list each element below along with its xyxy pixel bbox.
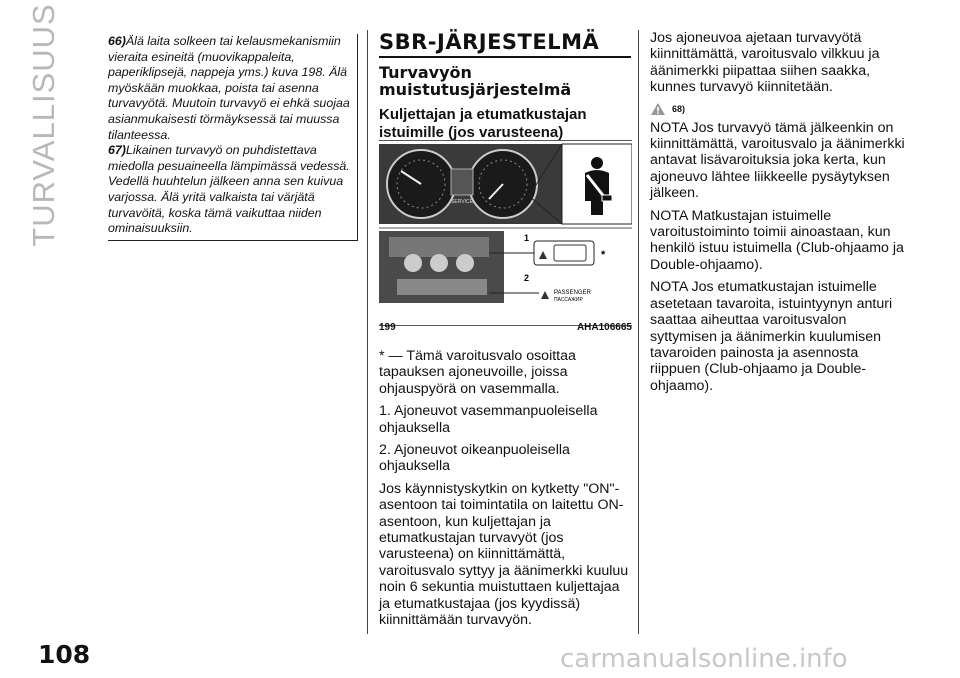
column-3-body bbox=[650, 30, 912, 400]
section-subtitle: Turvavyön muistutusjärjestelmä bbox=[379, 63, 572, 99]
callout-star: * bbox=[601, 249, 606, 261]
column-divider bbox=[638, 30, 639, 634]
warning-66 bbox=[108, 34, 357, 143]
section-title: SBR-JÄRJESTELMÄ bbox=[379, 30, 600, 54]
warning-reference bbox=[650, 102, 912, 116]
warning-text: Likainen turvavyö on puhdistettava miedolla pesuaineella lämpimässä vedessä. Vedellä huuhtelun jälkeen anna sen kuivua varjossa. Älä yritä valkaista tai värjätä turvavöitä, koska tämä vaikuttaa niiden ominaisuuksiin. bbox=[108, 143, 350, 236]
paragraph: 1. Ajoneuvot vasemmanpuoleisella ohjauksella bbox=[379, 403, 598, 436]
column-divider bbox=[367, 30, 368, 634]
note-paragraph: NOTA Jos etumatkustajan istuimelle asetetaan tavaroita, istuintyynyn anturi saattaa aiheuttaa varoitusvalon syttymisen ja äänimerkin kuulumisen tavaroiden painosta ja asennosta riippuen (Club-ohjaamo ja Double-ohjaamo). bbox=[650, 279, 893, 394]
section-heading: Kuljettajan ja etumatkustajan istuimille (jos varusteena) bbox=[379, 106, 587, 141]
warning-reference-number: 68) bbox=[672, 103, 686, 114]
section-header bbox=[379, 30, 631, 142]
warning-text: Älä laita solkeen tai kelausmekanismiin vieraita esineitä (muovikappaleita, paperiklipsejä, nappeja yms.) kuva 198. Älä myöskään muokkaa, poista tai asenna turvavyötä. Muutoin turvavyö ei ehkä suojaa asianmukaisesti törmäyksessä tai muussa tilanteessa. bbox=[108, 34, 350, 142]
gauge-text: SERVICE bbox=[451, 199, 473, 205]
paragraph: * — Tämä varoitusvalo osoittaa tapauksen ajoneuvoille, joissa ohjauspyörä on vasemmalla. bbox=[379, 348, 576, 397]
passenger-label-en: PASSENGER bbox=[554, 290, 591, 296]
note-paragraph: NOTA Jos turvavyö tämä jälkeenkin on kiinnittämättä, varoitusvalo ja äänimerkki antavat lisävaroituksia joka kerta, kun ajoneuvo lähtee liikkeelle pysäytyksen jälkeen. bbox=[650, 119, 905, 202]
section-rule bbox=[379, 56, 631, 58]
callout-1: 1 bbox=[524, 233, 530, 243]
side-tab bbox=[14, 3, 74, 247]
warning-triangle-icon bbox=[650, 102, 666, 116]
figure-code: AHA106665 bbox=[576, 322, 632, 333]
passenger-indicator-icon bbox=[541, 291, 549, 299]
figure-199 bbox=[379, 140, 632, 333]
callout-2: 2 bbox=[524, 273, 530, 283]
warning-box bbox=[108, 34, 358, 241]
passenger-label-ru: ПАССАЖИР bbox=[554, 297, 583, 303]
watermark: carmanualsonline.info bbox=[560, 644, 848, 674]
paragraph: Jos ajoneuvoa ajetaan turvavyötä kiinnittämättä, varoitusvalo vilkkuu ja äänimerkki piipattaa siihen saakka, kunnes turvavyö kiinnitetään. bbox=[650, 30, 880, 96]
column-2-body bbox=[379, 348, 631, 635]
figure-number: 199 bbox=[379, 322, 396, 333]
warning-number: 66) bbox=[108, 34, 126, 48]
figure-illustration bbox=[379, 141, 632, 309]
warning-67 bbox=[108, 143, 357, 237]
warning-number: 67) bbox=[108, 143, 126, 158]
paragraph: Jos käynnistyskytkin on kytketty "ON"-asentoon tai toimintatila on laitettu ON-asentoon, kun kuljettajan ja etumatkustajan turvavyöt (jos varusteena) on kiinnittämättä, varoitusvalo syttyy ja äänimerkki kuuluu noin 6 sekuntia muistuttaen kuljettajaa ja etumatkustajaa (jos kyydissä) kiinnittämään turvavyön. bbox=[379, 480, 629, 629]
note-paragraph: NOTA Matkustajan istuimelle varoitustoiminto toimii ainoastaan, kun henkilö istuu istuimella (Club-ohjaamo ja Double-ohjaamo). bbox=[650, 207, 904, 273]
paragraph: 2. Ajoneuvot oikeanpuoleisella ohjauksella bbox=[379, 442, 570, 475]
page-number: 108 bbox=[38, 640, 91, 669]
side-tab-label: TURVALLISUUS bbox=[26, 3, 61, 247]
